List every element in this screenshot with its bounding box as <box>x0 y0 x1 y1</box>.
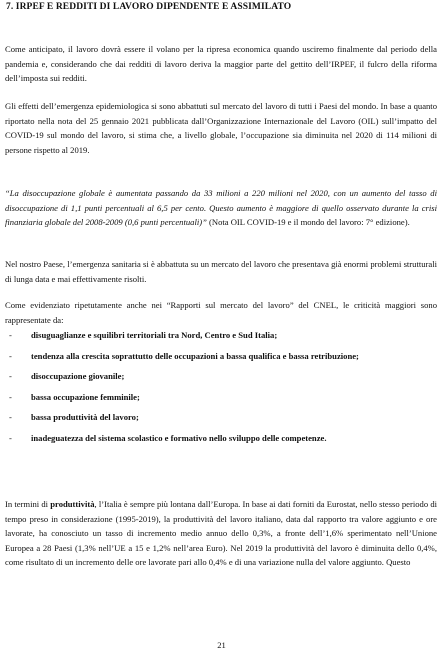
list-item: - bassa produttività del lavoro; <box>5 410 437 425</box>
paragraph-intro <box>5 42 437 86</box>
list-item: - bassa occupazione femminile; <box>5 390 437 405</box>
oil-quote: “La disoccupazione globale è aumentata passando da 33 milioni a 220 milioni nel 2020, con un aumento del tasso di disoccupazione di 1,1 punti percentuali al 6,5 per cento. Questo aumento è maggiore di quello osservato durante la crisi finanziaria globale del 2008-2009 (0,6 punti percentuali)” <box>5 188 437 228</box>
productivity-text: , l’Italia è sempre più lontana dall’Europa. In base ai dati forniti da Eurostat, nello stesso periodo di tempo preso in considerazione (1995-2019), la produttività del lavoro italiano, data dal rapporto tra valore aggiunto e ore lavorate, ha conosciuto un tasso di incremento medio annuo dello 0,3%, a fronte dell’1,6% sperimentato nell’Unione Europea a 28 Paesi (1,3% nell’UE a 15 e 1,2% nell’area Euro). Nel 2019 la produttività del lavoro è diminuita dello 0,4%, come risultato di un incremento delle ore lavorate pari allo 0,4% e di una variazione nulla del valore aggiunto. Questo <box>5 499 437 568</box>
list-item: - inadeguatezza del sistema scolastico e formativo nello sviluppo delle competenze. <box>5 431 437 446</box>
paragraph-intro-text: Come anticipato, il lavoro dovrà essere il volano per la ripresa economica quando usciremo finalmente dal periodo della pandemia e, considerando che dai redditi di lavoro deriva la maggior parte del gettito dell’IRPEF, il fulcro della riforma dell’imposta sui redditi. <box>5 44 437 84</box>
quote-source: (Nota OIL COVID-19 e il mondo del lavoro: 7° edizione). <box>206 217 410 228</box>
paragraph-oil-note-text: Gli effetti dell’emergenza epidemiologica si sono abbattuti sul mercato del lavoro di tutti i Paesi del mondo. In base a quanto riportato nella nota del 25 gennaio 2021 pubblicata dall’Organizzazione Internazionale del Lavoro (OIL) sull’impatto del COVID-19 sul mondo del lavoro, si stima che, a livello globale, l’occupazione sia diminuita nel 2020 di 114 milioni di persone rispetto al 2019. <box>5 101 437 155</box>
criticality-list <box>5 328 437 445</box>
paragraph-productivity <box>5 497 437 570</box>
paragraph-italy <box>5 257 437 286</box>
productivity-keyword: produttività <box>50 499 95 509</box>
paragraph-cnel-text: Come evidenziato ripetutamente anche nei “Rapporti sul mercato del lavoro” del CNEL, le criticità maggiori sono rappresentate da: <box>5 300 437 325</box>
paragraph-quote <box>5 186 437 230</box>
paragraph-cnel <box>5 298 437 327</box>
list-item: - disoccupazione giovanile; <box>5 369 437 384</box>
list-item: - tendenza alla crescita soprattutto delle occupazioni a bassa qualifica e bassa retribuzione; <box>5 349 437 364</box>
page-number: 21 <box>217 640 226 650</box>
productivity-intro: In termini di <box>5 499 51 509</box>
paragraph-oil-note <box>5 99 437 157</box>
section-heading: 7. IRPEF E REDDITI DI LAVORO DIPENDENTE E ASSIMILATO <box>6 2 292 12</box>
paragraph-italy-text: Nel nostro Paese, l’emergenza sanitaria si è abbattuta su un mercato del lavoro che presentava già enormi problemi strutturali di lunga data e mai effettivamente risolti. <box>5 259 437 284</box>
list-item: - disuguaglianze e squilibri territoriali tra Nord, Centro e Sud Italia; <box>5 328 437 343</box>
